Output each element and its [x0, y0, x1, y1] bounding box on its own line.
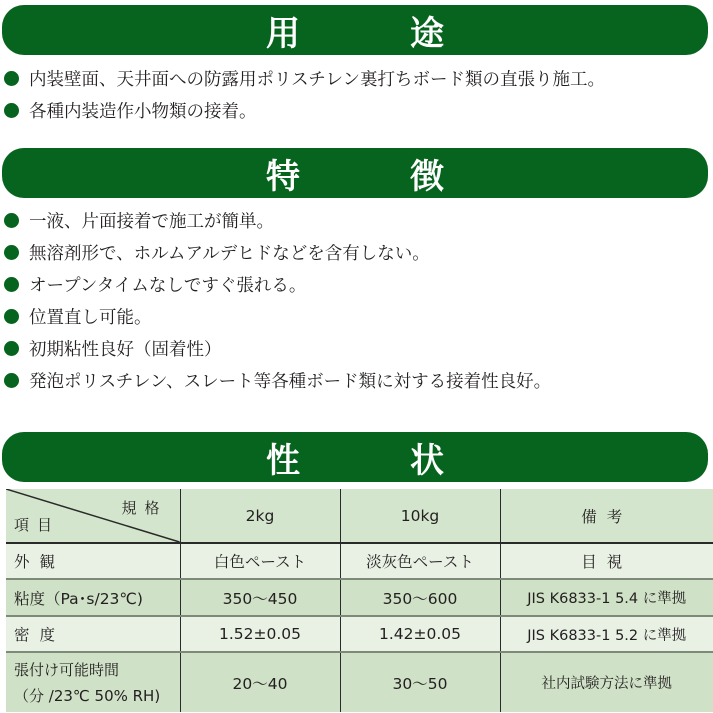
row-label-line1: 張付け可能時間: [14, 660, 120, 679]
title-char: 徴: [410, 156, 444, 197]
bullet-dot-icon: [4, 341, 19, 356]
list-item-text: 位置直し可能。: [29, 307, 152, 328]
title-char: 用: [266, 13, 300, 54]
features-section-banner: [2, 148, 708, 198]
list-item-text: 一液、片面接着で施工が簡単。: [29, 211, 274, 232]
column-header-2kg: 2kg: [180, 489, 340, 543]
row-label: 密度: [14, 626, 66, 644]
column-header-notes: 備考: [500, 489, 713, 543]
list-item-text: 内装壁面、天井面への防露用ポリスチレン裏打ちボード類の直張り施工。: [29, 69, 606, 90]
row-label: 外観: [14, 553, 66, 571]
title-char: 特: [266, 156, 300, 197]
cell-2kg: 20～40: [180, 652, 340, 712]
cell-10kg: 1.42±0.05: [340, 616, 500, 652]
bullet-dot-icon: [4, 71, 19, 86]
usage-section-banner: [2, 5, 708, 55]
list-item: [4, 94, 605, 126]
cell-note: JIS K6833-1 5.2 に準拠: [500, 616, 713, 652]
properties-section-banner: [2, 432, 708, 482]
cell-10kg: 350～600: [340, 579, 500, 616]
bullet-dot-icon: [4, 277, 19, 292]
table-row: [6, 652, 713, 712]
title-char: 途: [410, 13, 444, 54]
cell-10kg: 30～50: [340, 652, 500, 712]
table-header-row: [6, 489, 713, 543]
bullet-dot-icon: [4, 213, 19, 228]
title-char: 状: [410, 440, 444, 481]
list-item-text: 各種内装造作小物類の接着。: [29, 101, 257, 122]
column-header-10kg: 10kg: [340, 489, 500, 543]
cell-2kg: 350～450: [180, 579, 340, 616]
row-label: 粘度（Pa･s/23℃): [14, 589, 143, 608]
list-item: [4, 300, 551, 332]
usage-section-title: [266, 6, 444, 55]
features-section-title: [266, 149, 444, 198]
usage-list: [4, 62, 605, 126]
features-list: [4, 204, 551, 396]
corner-header-cell: [6, 489, 180, 543]
list-item: [4, 332, 551, 364]
list-item-text: 初期粘性良好（固着性）: [29, 339, 222, 360]
properties-table: [6, 489, 713, 712]
table-row: [6, 543, 713, 579]
list-item-text: 発泡ポリスチレン、スレート等各種ボード類に対する接着性良好。: [29, 371, 552, 392]
list-item: [4, 268, 551, 300]
item-label: 項目: [14, 516, 61, 534]
properties-section-title: [266, 433, 444, 482]
cell-2kg: 1.52±0.05: [180, 616, 340, 652]
list-item-text: オープンタイムなしですぐ張れる。: [29, 275, 307, 296]
bullet-dot-icon: [4, 309, 19, 324]
bullet-dot-icon: [4, 245, 19, 260]
table-row: [6, 616, 713, 652]
table-row: [6, 579, 713, 616]
cell-10kg: 淡灰色ペースト: [340, 543, 500, 579]
cell-2kg: 白色ペースト: [180, 543, 340, 579]
row-label: [6, 652, 180, 712]
bullet-dot-icon: [4, 103, 19, 118]
cell-note: 目視: [500, 543, 713, 579]
list-item: [4, 204, 551, 236]
list-item: [4, 364, 551, 396]
list-item-text: 無溶剤形で、ホルムアルデヒドなどを含有しない。: [29, 243, 430, 264]
list-item: [4, 236, 551, 268]
cell-note: JIS K6833-1 5.4 に準拠: [500, 579, 713, 616]
list-item: [4, 62, 605, 94]
cell-note: 社内試験方法に準拠: [500, 652, 713, 712]
title-char: 性: [266, 440, 300, 481]
row-label-line2: （分 /23℃ 50% RH): [14, 686, 161, 705]
bullet-dot-icon: [4, 373, 19, 388]
spec-label: 規格: [121, 499, 168, 517]
